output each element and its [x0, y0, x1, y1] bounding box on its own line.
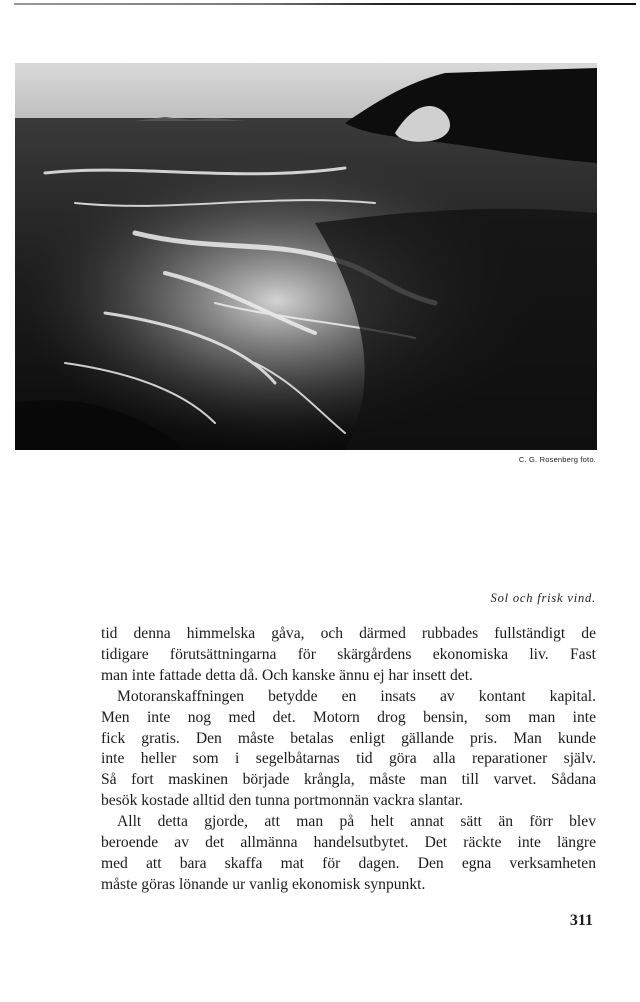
page-number: 311 [569, 912, 593, 929]
sea-photograph-image [15, 63, 597, 450]
body-line: besök kostade alltid den tunna portmonnän vackra slantar. [101, 792, 464, 810]
caption-part-1: Sol och [490, 591, 538, 605]
body-line: fick gratis. Den måste betalas enligt gällande pris. Man kunde [101, 729, 596, 747]
body-line: man inte fattade detta då. Och kanske ännu ej har insett det. [101, 666, 473, 684]
caption-part-3: vind. [563, 591, 596, 605]
photo-caption [491, 591, 596, 606]
body-line: Men inte nog med det. Motorn drog bensin, som man inte [101, 708, 596, 726]
body-line: tidigare förutsättningarna för skärgårdens ekonomiska liv. Fast [101, 645, 596, 663]
top-rule [14, 3, 636, 5]
body-line: tid denna himmelska gåva, och därmed rubbades fullständigt de [101, 625, 596, 642]
body-line: Så fort maskinen började krångla, måste man till varvet. Sådana [101, 771, 596, 789]
body-text [101, 624, 596, 896]
body-line: beroende av det allmänna handelsutbytet. Det räckte inte längre [101, 834, 596, 852]
body-line: Allt detta gjorde, att man på helt annat sätt än förr blev [117, 813, 596, 831]
photo-credit: C. G. Rosenberg foto. [518, 455, 596, 464]
body-line: inte heller som i segelbåtarnas tid göra alla reparationer själv. [101, 750, 596, 768]
caption-part-2: frisk [537, 591, 564, 605]
body-line: Motoranskaffningen betydde en insats av kontant kapital. [117, 687, 596, 705]
body-line: med att bara skaffa mat för dagen. Den egna verksamheten [101, 854, 596, 872]
body-line: måste göras lönande ur vanlig ekonomisk synpunkt. [101, 875, 426, 893]
sea-photograph [15, 63, 597, 450]
